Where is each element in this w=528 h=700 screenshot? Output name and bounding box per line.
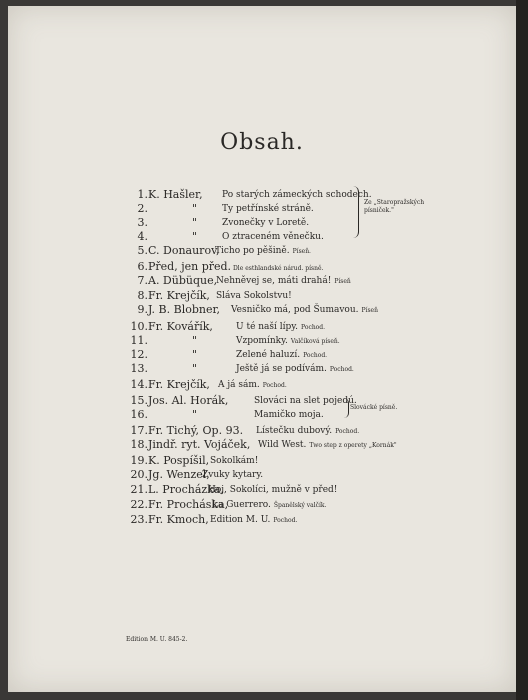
entry-number-box (114, 188, 148, 202)
entry-number-box (114, 274, 148, 288)
entry-number-box (114, 362, 148, 376)
entry-number-box (114, 334, 148, 348)
entry-number-box (114, 483, 148, 497)
entry-number: 11. (130, 334, 148, 347)
entry-composer: Fr. Procháska, (148, 498, 229, 511)
entry-composer: Fr. Kovářík, (148, 320, 213, 333)
entry-number-box (114, 348, 148, 362)
entry-work-title: Vesničko má, pod Šumavou. (231, 305, 359, 315)
entry-number-box (114, 202, 148, 216)
entry-work-title: Ticho po pěšině. (215, 246, 290, 256)
entry-work-title: Sokolkám! (210, 456, 259, 466)
entry-composer: " (192, 362, 198, 375)
entry-composer: " (192, 334, 198, 347)
entry-work (212, 498, 326, 513)
entry-work-title: Zvuky kytary. (202, 470, 264, 480)
entry-composer: " (192, 202, 198, 215)
entry-composer: J. B. Blobner, (148, 303, 221, 316)
entry-work (202, 468, 263, 482)
entry-work (218, 378, 287, 393)
contents-entry (8, 216, 516, 230)
entry-work-title: Slováci na slet pojedú. (254, 396, 357, 406)
contents-entry (8, 289, 516, 303)
entry-composer: " (192, 216, 198, 229)
entry-composer: Jos. Al. Horák, (148, 394, 229, 407)
entry-composer: Fr. Tichý, Op. 93. (148, 424, 244, 437)
entry-note: Two step z operety „Kornák" (309, 442, 397, 449)
entry-work-title: Lístečku dubový. (256, 426, 333, 436)
entry-work (236, 334, 340, 349)
contents-entry (8, 362, 516, 376)
entry-number-box (114, 303, 148, 317)
entry-note: Pochod. (262, 382, 287, 389)
entry-note: Dle esthlandské nárud. písně. (233, 265, 324, 272)
entry-number-box (114, 454, 148, 468)
entry-work (222, 202, 314, 216)
entry-composer: Před, jen před. (148, 260, 232, 273)
entry-work (216, 289, 292, 303)
entry-number: 14. (130, 378, 148, 391)
edition-footer: Edition M. U. 845-2. (126, 636, 188, 643)
contents-entry (8, 394, 516, 408)
contents-entry (8, 188, 516, 202)
entry-note: Pochod. (329, 366, 354, 373)
entry-composer: K. Hašler, (148, 188, 203, 201)
entry-note: Píseň (334, 278, 351, 285)
entry-work (210, 513, 297, 528)
entry-number: 15. (130, 394, 148, 407)
entry-work-title: O ztraceném věnečku. (222, 232, 324, 242)
entry-note: Španělský valčík. (273, 502, 327, 509)
entry-note: Píseň (361, 307, 378, 314)
contents-entry (8, 424, 516, 438)
entry-composer: K. Pospíšil, (148, 454, 210, 467)
entry-number: 3. (137, 216, 148, 229)
entry-number: 13. (130, 362, 148, 375)
entry-composer: C. Donaurov, (148, 244, 220, 257)
entry-note: Pochod. (301, 324, 326, 331)
contents-entry (8, 320, 516, 334)
entry-number: 2. (137, 202, 148, 215)
entry-number: 7. (137, 274, 148, 287)
entry-work (254, 408, 324, 422)
entry-work-title: Nehněvej se, máti drahá! (216, 276, 332, 286)
group-note-line: písniček." (364, 207, 394, 214)
entry-work (258, 438, 397, 453)
page-title: Obsah. (220, 130, 304, 155)
contents-entry (8, 202, 516, 216)
entry-number-box (114, 244, 148, 258)
entry-number: 12. (130, 348, 148, 361)
entry-number-box (114, 320, 148, 334)
entry-composer: " (192, 348, 198, 361)
entry-number-box (114, 408, 148, 422)
entry-number-box (114, 468, 148, 482)
entry-number-box (114, 216, 148, 230)
entry-work (231, 303, 378, 318)
entry-number-box (114, 498, 148, 512)
contents-entry (8, 408, 516, 422)
entry-number: 8. (137, 289, 148, 302)
contents-entry (8, 483, 516, 497)
entry-number-box (114, 438, 148, 452)
contents-entry (8, 454, 516, 468)
page-edge (516, 0, 528, 700)
entry-number: 6. (137, 260, 148, 273)
entry-number: 10. (130, 320, 148, 333)
group-note-staroprazske (364, 199, 424, 215)
entry-number: 19. (130, 454, 148, 467)
entry-work-title: Wild West. (258, 440, 307, 450)
entry-number: 17. (130, 424, 148, 437)
entry-work (236, 348, 327, 363)
contents-entry (8, 498, 516, 512)
entry-number-box (114, 230, 148, 244)
entry-number-box (114, 260, 148, 274)
entry-note: Píseň. (292, 248, 311, 255)
entry-number: 22. (130, 498, 148, 511)
entry-work-title: Vzpomínky. (236, 336, 288, 346)
entry-number: 20. (130, 468, 148, 481)
contents-entry (8, 303, 516, 317)
contents-entry (8, 513, 516, 527)
entry-work (256, 424, 359, 439)
entry-note: Pochod. (335, 428, 360, 435)
group-note-slovacke: Slovácké písně. (350, 404, 398, 411)
entry-work-title: A já sám. (218, 380, 260, 390)
group-note-line: Ze „Staropražských (364, 199, 425, 206)
entry-number-box (114, 289, 148, 303)
entry-number: 18. (130, 438, 148, 451)
contents-entry (8, 334, 516, 348)
group-brace-slovacke (342, 398, 349, 418)
entry-work (222, 216, 309, 230)
entry-work-title: U té naší lípy. (236, 322, 299, 332)
entry-number-box (114, 394, 148, 408)
contents-entry (8, 244, 516, 258)
entry-number: 23. (130, 513, 148, 526)
entry-number-box (114, 513, 148, 527)
entry-number-box (114, 378, 148, 392)
entry-work (210, 454, 258, 468)
entry-composer: " (192, 408, 198, 421)
entry-work-title: Sláva Sokolstvu! (216, 291, 292, 301)
contents-entry (8, 348, 516, 362)
contents-entry (8, 468, 516, 482)
entry-composer: Fr. Krejčík, (148, 289, 210, 302)
entry-work-title: Po starých zámeckých schodech. (222, 190, 372, 200)
entry-work-title: Hoj, Sokolíci, mužně v před! (208, 485, 338, 495)
entry-work (216, 274, 351, 289)
entry-note: Valčíková píseň. (290, 338, 340, 345)
contents-entry (8, 230, 516, 244)
entry-work-title: Ty petřínské stráně. (222, 204, 314, 214)
entry-work-title: La Guerrero. (212, 500, 271, 510)
contents-entry (8, 378, 516, 392)
entry-number: 21. (130, 483, 148, 496)
entry-composer: " (192, 230, 198, 243)
entry-work (236, 320, 325, 335)
entry-work (222, 188, 372, 202)
group-brace (352, 186, 359, 238)
entry-work-title: Mamičko moja. (254, 410, 324, 420)
entry-composer: Jg. Wenzel, (148, 468, 210, 481)
entry-composer: Fr. Krejčík, (148, 378, 210, 391)
entry-number: 1. (137, 188, 148, 201)
entry-note: Pochod. (303, 352, 328, 359)
entry-work (215, 244, 311, 259)
entry-composer: A. Dübüque, (148, 274, 218, 287)
entry-number: 9. (137, 303, 148, 316)
entry-number: 16. (130, 408, 148, 421)
entry-composer: Fr. Kmoch, (148, 513, 209, 526)
document-page (8, 6, 516, 692)
entry-number: 5. (137, 244, 148, 257)
entry-work-title: Zvonečky v Loretě. (222, 218, 310, 228)
entry-work-title: Zelené haluzí. (236, 350, 301, 360)
entry-note: Pochod. (273, 517, 298, 524)
entry-composer: L. Procházka, (148, 483, 224, 496)
entry-work-title: Ještě já se podívám. (236, 364, 327, 374)
contents-entry (8, 274, 516, 288)
entry-number: 4. (137, 230, 148, 243)
contents-entry (8, 260, 516, 274)
entry-work (208, 483, 337, 497)
entry-work (236, 362, 354, 377)
contents-entry (8, 438, 516, 452)
entry-work-title: Edition M. U. (210, 515, 271, 525)
entry-composer: Jindř. ryt. Vojáček, (148, 438, 251, 451)
entry-work (222, 230, 324, 244)
entry-number-box (114, 424, 148, 438)
